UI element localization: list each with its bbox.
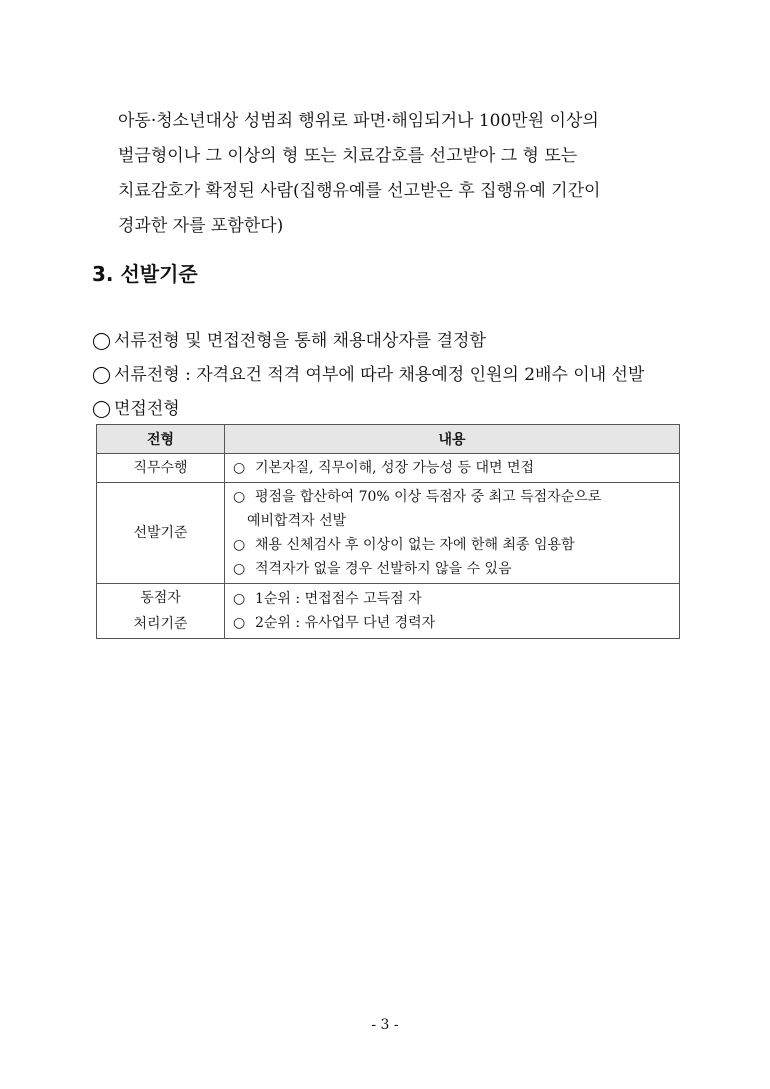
small-circle-icon: ○ [233, 489, 246, 505]
row-content [225, 454, 680, 483]
small-circle-icon: ○ [233, 537, 246, 553]
paragraph-line: 아동·청소년대상 성범죄 행위로 파면·해임되거나 100만원 이상의 [118, 111, 599, 131]
content-item: ○ 채용 신체검사 후 이상이 없는 자에 한해 최종 임용함 [233, 533, 671, 557]
content-item: ○ 기본자질, 직무이해, 성장 가능성 등 대면 면접 [233, 456, 671, 480]
row-label: 선발기준 [97, 483, 225, 584]
content-item: ○ 2순위 : 유사업무 다년 경력자 [233, 611, 671, 635]
page-number: - 3 - [371, 1017, 399, 1033]
bullet-item [92, 324, 644, 358]
circle-bullet-icon: ◯ [92, 399, 112, 419]
small-circle-icon: ○ [233, 460, 246, 476]
small-circle-icon: ○ [233, 591, 246, 607]
bullet-list [92, 324, 644, 426]
bullet-text: 서류전형 및 면접전형을 통해 채용대상자를 결정함 [114, 331, 486, 351]
content-item: ○ 1순위 : 면접점수 고득점 자 [233, 587, 671, 611]
table-row [97, 483, 680, 584]
table-header-row [97, 425, 680, 454]
small-circle-icon: ○ [233, 615, 246, 631]
qualification-paragraph [118, 104, 683, 244]
row-content [225, 584, 680, 639]
row-label: 동점자 처리기준 [97, 584, 225, 639]
content-item: ○ 적격자가 없을 경우 선발하지 않을 수 있음 [233, 557, 671, 581]
small-circle-icon: ○ [233, 561, 246, 577]
circle-bullet-icon: ◯ [92, 331, 112, 351]
bullet-text: 면접전형 [114, 399, 180, 419]
row-label: 직무수행 [97, 454, 225, 483]
content-item: ○ 평점을 합산하여 70% 이상 득점자 중 최고 득점자순으로 [233, 485, 671, 509]
section-heading: 3. 선발기준 [92, 262, 198, 286]
bullet-text: 서류전형 : 자격요건 적격 여부에 따라 채용예정 인원의 2배수 이내 선발 [114, 365, 645, 385]
content-continuation: 예비합격자 선발 [247, 513, 347, 529]
paragraph-line: 치료감호가 확정된 사람(집행유예를 선고받은 후 집행유예 기간이 [118, 181, 601, 201]
paragraph-line: 벌금형이나 그 이상의 형 또는 치료감호를 선고받아 그 형 또는 [118, 146, 578, 166]
paragraph-line: 경과한 자를 포함한다) [118, 216, 284, 236]
header-cell-content: 내용 [225, 425, 680, 454]
table-row [97, 584, 680, 639]
table-row [97, 454, 680, 483]
header-cell-stage: 전형 [97, 425, 225, 454]
row-content [225, 483, 680, 584]
bullet-item [92, 358, 644, 392]
selection-criteria-table [96, 424, 680, 639]
circle-bullet-icon: ◯ [92, 365, 112, 385]
bullet-item [92, 392, 644, 426]
